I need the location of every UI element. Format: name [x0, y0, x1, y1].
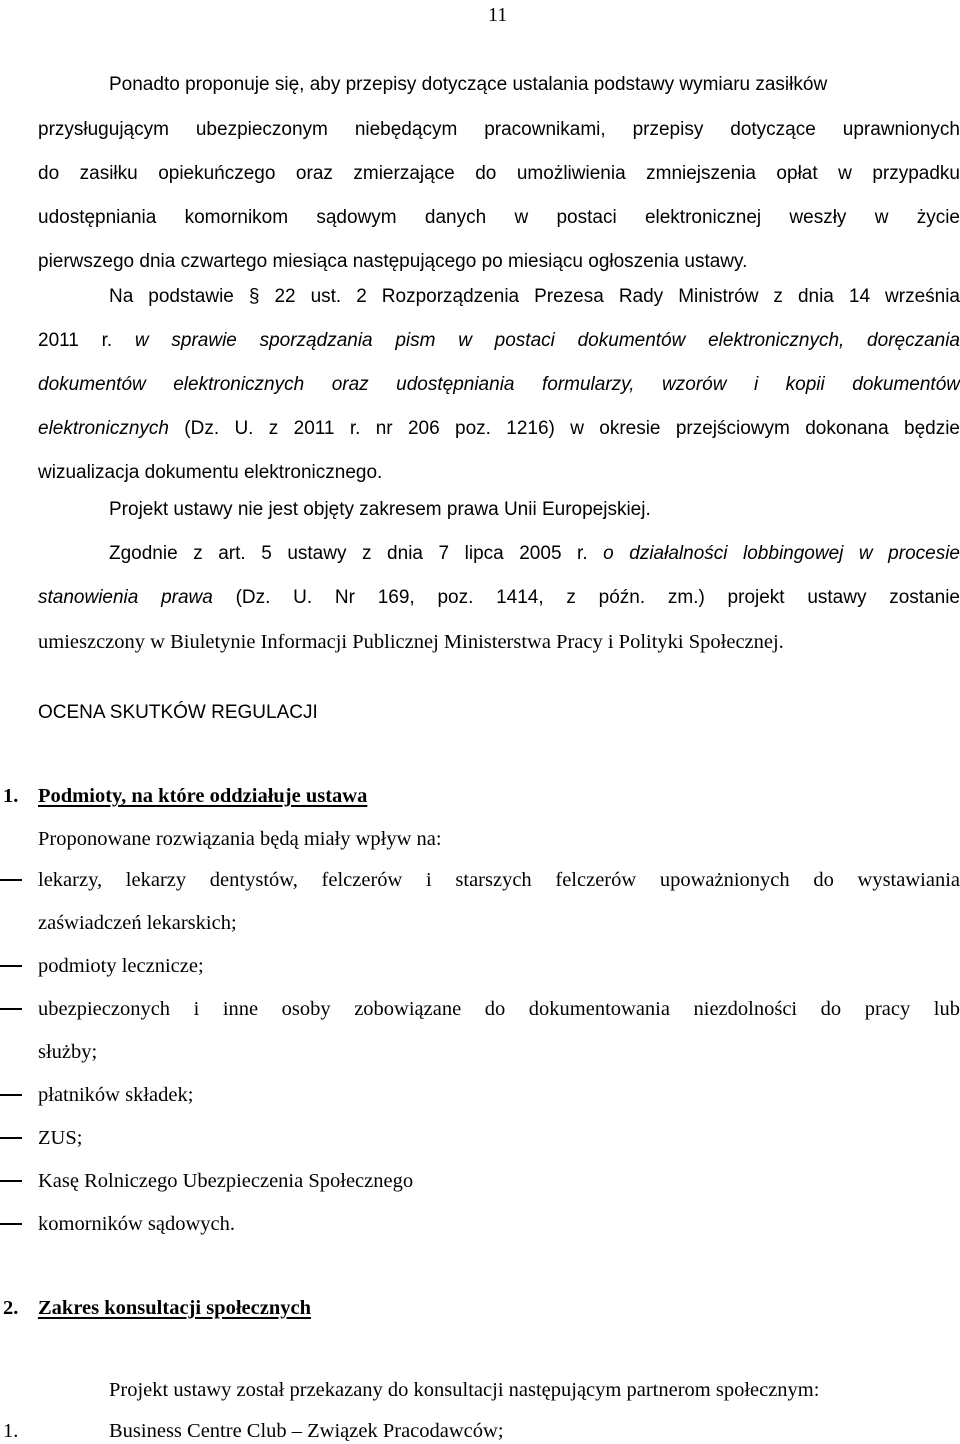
- list-item-7: komorników sądowych.: [38, 1213, 236, 1235]
- paragraph-2-citation: (Dz. U. z 2011 r. nr 206 poz. 1216) w okresie przejściowym dokonana będzie: [184, 418, 960, 439]
- list-item-2: podmioty lecznicze;: [38, 955, 204, 977]
- list-item-1-line-2: zaświadczeń lekarskich;: [38, 912, 237, 934]
- partner-number: 1.: [3, 1420, 19, 1442]
- list-item-3-line-2: służby;: [38, 1041, 98, 1063]
- list-item-5: ZUS;: [38, 1127, 83, 1149]
- section-2-number: 2.: [3, 1297, 19, 1319]
- paragraph-3: Projekt ustawy nie jest objęty zakresem prawa Unii Europejskiej.: [109, 499, 651, 520]
- paragraph-1-line-5: pierwszego dnia czwartego miesiąca następującego po miesiącu ogłoszenia ustawy.: [38, 251, 748, 272]
- section-2-intro: Projekt ustawy został przekazany do konsultacji następującym partnerom społecznym:: [109, 1379, 820, 1401]
- list-dash: [0, 1180, 22, 1182]
- paragraph-4-reference: Zgodnie z art. 5 ustawy z dnia 7 lipca 2005 r.: [109, 543, 588, 564]
- section-2-heading: Zakres konsultacji społecznych: [38, 1297, 311, 1319]
- list-dash: [0, 1223, 22, 1225]
- list-dash: [0, 1137, 22, 1139]
- paragraph-2-line-1: Na podstawie § 22 ust. 2 Rozporządzenia Prezesa Rady Ministrów z dnia 14 września: [109, 286, 960, 307]
- paragraph-4-title-part-2: stanowienia prawa: [38, 587, 213, 608]
- paragraph-2-title-part-1: w sprawie sporządzania pism w postaci dokumentów elektronicznych, doręczania: [134, 330, 960, 351]
- list-item-6: Kasę Rolniczego Ubezpieczenia Społecznego: [38, 1170, 414, 1192]
- partner-name: Business Centre Club – Związek Pracodawców;: [109, 1420, 504, 1442]
- paragraph-2-title-part-3: elektronicznych: [38, 418, 169, 439]
- paragraph-4-line-1: [109, 541, 960, 567]
- paragraph-2-line-5: wizualizacja dokumentu elektronicznego.: [38, 462, 383, 483]
- paragraph-2-line-2: [38, 328, 960, 354]
- paragraph-4-citation: (Dz. U. Nr 169, poz. 1414, z późn. zm.) projekt ustawy zostanie: [235, 587, 960, 608]
- section-title: OCENA SKUTKÓW REGULACJI: [38, 702, 318, 723]
- list-item-4: płatników składek;: [38, 1084, 194, 1106]
- paragraph-1-line-2: przysługującym ubezpieczonym niebędącym pracownikami, przepisy dotyczące uprawnionych: [38, 119, 960, 140]
- paragraph-4-line-2: [38, 585, 960, 611]
- list-dash: [0, 1008, 22, 1010]
- paragraph-2-line-3: dokumentów elektronicznych oraz udostępniania formularzy, wzorów i kopii dokumentów: [38, 374, 960, 395]
- paragraph-1-line-1: Ponadto proponuje się, aby przepisy dotyczące ustalania podstawy wymiaru zasiłków: [109, 74, 828, 95]
- section-1-intro: Proponowane rozwiązania będą miały wpływ na:: [38, 828, 442, 850]
- list-item-1-line-1: lekarzy, lekarzy dentystów, felczerów i starszych felczerów upoważnionych do wystawiania: [38, 869, 960, 891]
- paragraph-1-line-4: udostępniania komornikom sądowym danych w postaci elektronicznej weszły w życie: [38, 207, 960, 228]
- paragraph-4-line-3: umieszczony w Biuletynie Informacji Publicznej Ministerstwa Pracy i Polityki Społecznej.: [38, 631, 784, 653]
- list-item-3-line-1: ubezpieczonych i inne osoby zobowiązane do dokumentowania niezdolności do pracy lub: [38, 998, 960, 1020]
- section-1-heading: Podmioty, na które oddziałuje ustawa: [38, 785, 368, 807]
- section-1-number: 1.: [3, 785, 19, 807]
- list-dash: [0, 1094, 22, 1096]
- paragraph-2-date: 2011 r.: [38, 330, 113, 351]
- page-number: 11: [488, 4, 508, 26]
- paragraph-4-title-part-1: o działalności lobbingowej w procesie: [603, 543, 960, 564]
- list-dash: [0, 965, 22, 967]
- paragraph-1-line-3: do zasiłku opiekuńczego oraz zmierzające do umożliwienia zmniejszenia opłat w przypadku: [38, 163, 960, 184]
- list-dash: [0, 879, 22, 881]
- paragraph-2-line-4: [38, 416, 960, 442]
